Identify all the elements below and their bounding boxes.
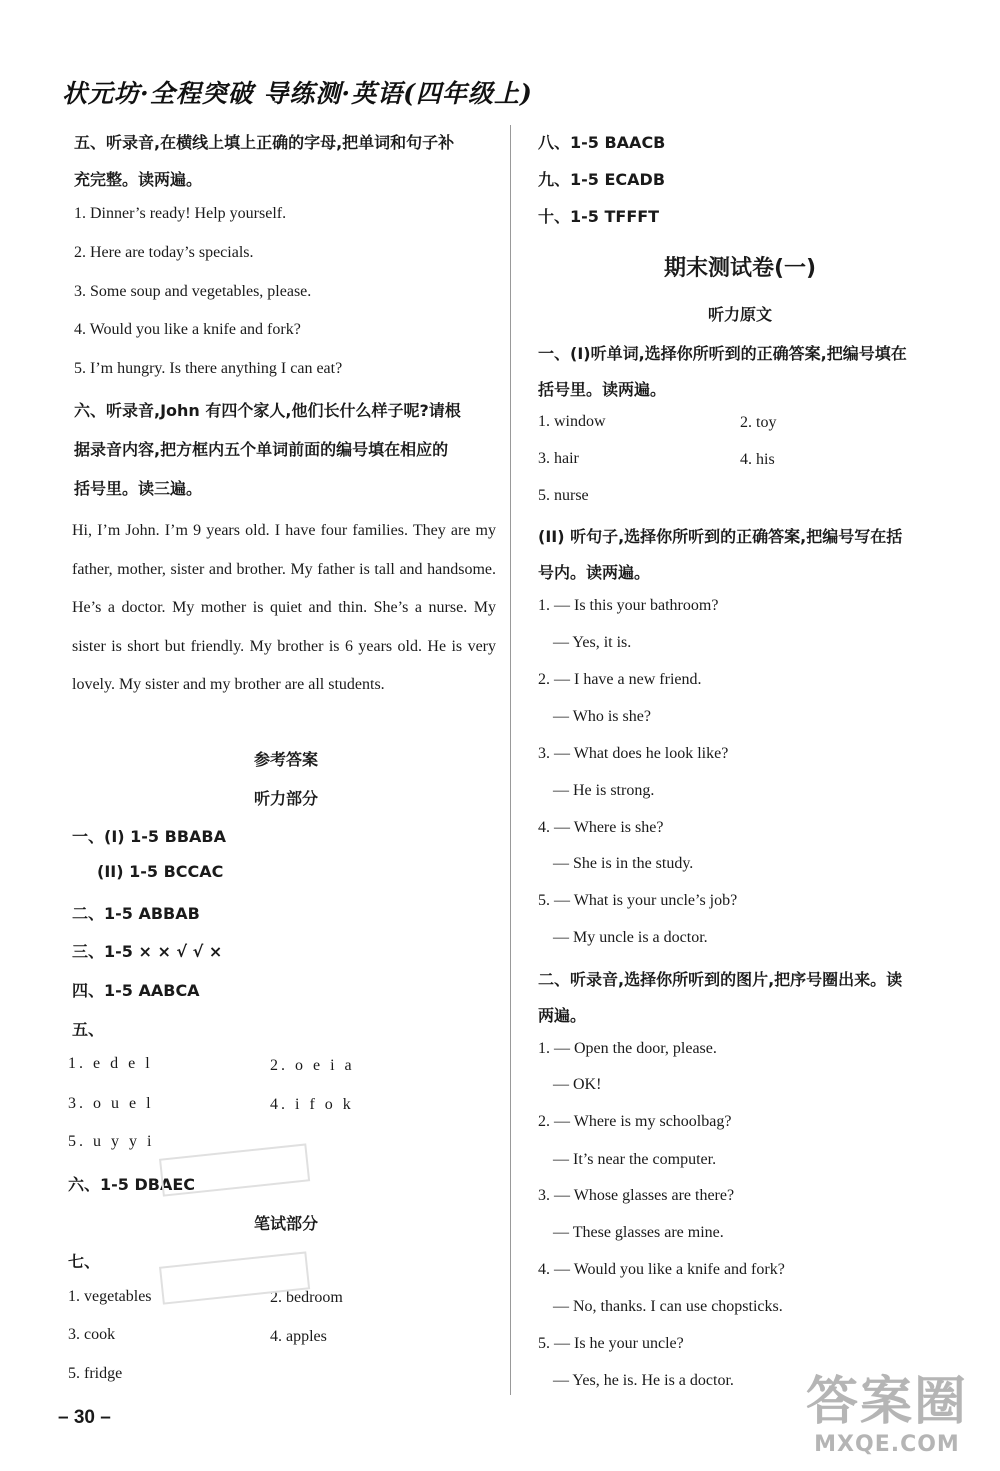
exam-title: 期末测试卷(一): [663, 256, 817, 281]
answer-10: 十、1-5 TFFFT: [538, 207, 660, 226]
answer-7-item-1: 1. vegetables: [68, 1288, 152, 1305]
part1b-line-4: — Who is she?: [553, 708, 651, 725]
part2-line-2: — OK!: [553, 1076, 602, 1093]
watermark-url: MXQE.COM: [814, 1432, 960, 1457]
part1b-title-line2: 号内。读两遍。: [538, 563, 651, 582]
answer-7-item-5: 5. fridge: [68, 1365, 123, 1382]
answer-7-label: 七、: [68, 1252, 101, 1271]
written-heading: 笔试部分: [253, 1214, 318, 1233]
column-divider: [510, 125, 511, 1395]
answer-8: 八、1-5 BAACB: [538, 133, 666, 152]
part2-line-3: 2. — Where is my schoolbag?: [538, 1113, 732, 1130]
answer-7-item-4: 4. apples: [270, 1328, 327, 1345]
faint-stamp-mark: [158, 1142, 312, 1205]
q5-title-line1: 五、听录音,在横线上填上正确的字母,把单词和句子补: [74, 133, 455, 152]
listening-heading: 听力部分: [253, 789, 318, 808]
part2-line-5: 3. — Whose glasses are there?: [538, 1187, 735, 1204]
part2-line-4: — It’s near the computer.: [553, 1151, 717, 1168]
part1-word-3: 3. hair: [538, 450, 579, 467]
q5-item-2: 2. Here are today’s specials.: [74, 244, 254, 261]
q6-title-line1: 六、听录音,John 有四个家人,他们长什么样子呢?请根: [74, 401, 461, 420]
part1b-line-7: 4. — Where is she?: [538, 819, 664, 836]
answer-2: 二、1-5 ABBAB: [72, 904, 200, 923]
part1b-line-6: — He is strong.: [553, 782, 655, 799]
answer-4: 四、1-5 AABCA: [72, 981, 200, 1000]
part1b-line-5: 3. — What does he look like?: [538, 745, 729, 762]
book-header-title: 状元坊·全程突破 导练测·英语(四年级上): [62, 79, 533, 108]
part2-line-8: — No, thanks. I can use chopsticks.: [553, 1298, 783, 1315]
part1-word-1: 1. window: [538, 413, 606, 430]
part1b-title-line1: (II) 听句子,选择你所听到的正确答案,把编号写在括: [538, 527, 903, 546]
part1-title-line2: 括号里。读两遍。: [538, 380, 667, 399]
answer-7-item-2: 2. bedroom: [270, 1289, 343, 1306]
answer-5-item-3: 3. o u e l: [68, 1095, 154, 1112]
q5-item-4: 4. Would you like a knife and fork?: [74, 321, 301, 338]
q6-title-line2: 据录音内容,把方框内五个单词前面的编号填在相应的: [74, 440, 449, 459]
part2-line-9: 5. — Is he your uncle?: [538, 1335, 684, 1352]
part1-title-line1: 一、(I)听单词,选择你所听到的正确答案,把编号填在: [538, 344, 907, 363]
part2-title-line2: 两遍。: [538, 1006, 587, 1025]
answer-5-label: 五、: [72, 1020, 105, 1039]
part1-word-2: 2. toy: [740, 414, 777, 431]
answer-1b: (II) 1-5 BCCAC: [97, 862, 224, 881]
part2-line-10: — Yes, he is. He is a doctor.: [553, 1372, 734, 1389]
answer-5-item-2: 2. o e i a: [270, 1057, 355, 1074]
q5-title-line2: 充完整。读两遍。: [74, 170, 203, 189]
answer-9: 九、1-5 ECADB: [538, 170, 666, 189]
answer-3: 三、1-5 × × √ √ ×: [72, 942, 223, 961]
q5-item-5: 5. I’m hungry. Is there anything I can eat?: [74, 360, 343, 377]
part1b-line-8: — She is in the study.: [553, 855, 694, 872]
part1b-line-1: 1. — Is this your bathroom?: [538, 597, 719, 614]
page-number: – 30 –: [58, 1407, 111, 1428]
transcript-heading: 听力原文: [707, 305, 772, 324]
part1b-line-10: — My uncle is a doctor.: [553, 929, 708, 946]
answers-heading: 参考答案: [253, 750, 318, 769]
answer-7-item-3: 3. cook: [68, 1326, 116, 1343]
part1-word-4: 4. his: [740, 451, 775, 468]
site-watermark: [806, 1372, 968, 1457]
answer-5-item-1: 1. e d e l: [68, 1055, 153, 1072]
answer-1a: 一、(I) 1-5 BBABA: [72, 827, 226, 846]
answer-5-item-5: 5. u y y i: [68, 1133, 155, 1150]
part1b-line-2: — Yes, it is.: [553, 634, 632, 651]
part2-title-line1: 二、听录音,选择你所听到的图片,把序号圈出来。读: [538, 970, 903, 989]
part2-line-6: — These glasses are mine.: [553, 1224, 724, 1241]
watermark-logo-text: 答案圈: [805, 1372, 968, 1432]
q6-passage: Hi, I’m John. I’m 9 years old. I have four families. They are my father, mother, sister and brother. My father is tall and handsome. He’s a doctor. My mother is quiet and thin. She’s a nurse. My sister is short but friendly. My brother is 6 years old. He is very lovely. My sister and my brother are all students.: [72, 522, 496, 694]
part2-line-1: 1. — Open the door, please.: [538, 1040, 717, 1057]
q6-title-line3: 括号里。读三遍。: [74, 479, 203, 498]
q5-item-3: 3. Some soup and vegetables, please.: [74, 283, 312, 300]
part1b-line-3: 2. — I have a new friend.: [538, 671, 702, 688]
q5-item-1: 1. Dinner’s ready! Help yourself.: [74, 205, 287, 222]
part1b-line-9: 5. — What is your uncle’s job?: [538, 892, 738, 909]
answer-5-item-4: 4. i f o k: [270, 1096, 354, 1113]
part1-word-5: 5. nurse: [538, 487, 589, 504]
answer-6: 六、1-5 DBAEC: [68, 1175, 196, 1194]
part2-line-7: 4. — Would you like a knife and fork?: [538, 1261, 785, 1278]
